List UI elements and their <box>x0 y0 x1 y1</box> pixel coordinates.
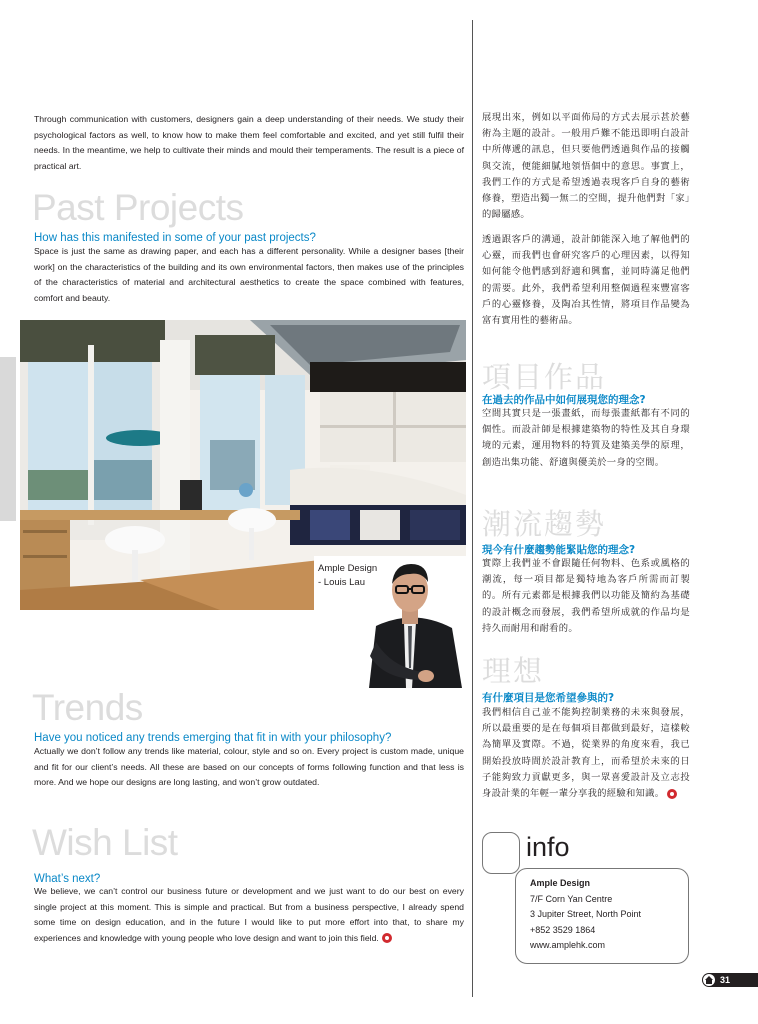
cn-trends-question: 現今有什麼趨勢能緊貼您的理念? <box>482 544 636 556</box>
end-mark-icon <box>382 933 392 943</box>
cn-projects-question: 在過去的作品中如何展現您的理念? <box>482 394 646 406</box>
past-projects-heading: Past Projects <box>32 187 244 228</box>
cn-ideals-text: 我們相信自己並不能夠控制業務的未來與發展，所以最重要的是在每個項目都做到最好，這樣較為簡單及實際。不過，從業界的角度來看，我已開始投放時間於設計教育上，而希望於未來的日子能夠致力貢獻更多，與一眾喜愛設計及立志投身設計業的年輕一輩分享我的經驗和知識。 <box>482 707 690 800</box>
cn-ideals-question: 有什麼項目是您希望參與的? <box>482 692 615 704</box>
info-tab-icon <box>482 832 520 874</box>
margin-tab <box>0 357 16 521</box>
end-mark-icon <box>667 789 677 799</box>
cn-paragraph-1: 展現出來，例如以平面佈局的方式去展示甚於藝術為主題的設計。一般用戶難不能迅即明白設計中所傳遞的訊息，但只要他們透過與作品的接觸與交流，便能細膩地領悟個中的意思。事實上，我們工作的方式是希望透過表現客戶自身的藝術修養，塑造出獨一無二的空間，提升他們對「家」的歸屬感。 <box>482 112 690 221</box>
trends-question: Have you noticed any trends emerging that fit in with your philosophy? <box>34 732 392 744</box>
cn-trends-heading: 潮流趨勢 <box>482 507 607 541</box>
website-link[interactable]: www.amplehk.com <box>530 940 606 951</box>
company-name: Ample Design <box>530 878 591 888</box>
trends-heading: Trends <box>32 687 143 728</box>
cn-projects-heading: 項目作品 <box>482 360 607 394</box>
phone-number: +852 3529 1864 <box>530 924 596 935</box>
past-projects-body: Space is just the same as drawing paper, and each has a different personality. While a designer bases [their work] on the characteristics of the building and its own environmental factors, then makes use of the principles of the characteristics of material and architectural aesthetics to create the space combined with features, comfort and beauty. <box>34 246 464 303</box>
caption-company: Ample Design <box>318 563 378 574</box>
address-line-1: 7/F Corn Yan Centre <box>530 893 613 904</box>
info-label: info <box>526 832 570 862</box>
column-divider <box>472 20 473 997</box>
intro-paragraph: Through communication with customers, designers gain a deep understanding of their needs. We study their psychological factors as well, to know how to make them feel comfortable and excited, and yet still fulfil their needs. In the meantime, we help to cultivate their minds and mould their temperaments. The result is a piece of practical art. <box>34 114 464 171</box>
cn-paragraph-2: 透過跟客戶的溝通，設計師能深入地了解他們的心靈，而我們也會研究客戶的心理因素，以得知如何能令他們感到舒適和興奮，並同時滿足他們的需要。此外，我們希望利用整個過程來豐富客戶的心靈修養，及陶冶其性情，將項目作品變為富有實用性的藝術品。 <box>482 234 690 327</box>
wish-list-body <box>34 884 464 946</box>
home-icon[interactable] <box>703 974 715 986</box>
past-projects-question: How has this manifested in some of your past projects? <box>34 232 316 244</box>
trends-body: Actually we don’t follow any trends like material, colour, style and so on. Every project is custom made, unique and fit for our client’s needs. All these are based on our concepts of forms following function and that less is more. And we hope our designs are long lasting, and won’t grow outdated. <box>34 746 464 787</box>
wish-list-question: What’s next? <box>34 873 101 885</box>
cn-projects-body: 空間其實只是一張畫紙，而每張畫紙都有不同的個性。而設計師是根據建築物的特性及其自身環境的元素，運用物料的特質及建築美學的原理，創造出集功能、舒適與優美於一身的空間。 <box>482 408 690 468</box>
wish-list-heading: Wish List <box>32 822 178 863</box>
page-number: 31 <box>720 975 731 985</box>
photo-caption <box>318 562 377 590</box>
cn-trends-body: 實際上我們並不會跟隨任何物料、色系或風格的潮流，每一項目都是獨特地為客戶所需而訂製的。所有元素都是根據我們以功能及簡約為基礎的設計概念而發展，我們希望所成就的作品均是持久而耐用和耐看的。 <box>482 558 690 634</box>
address-line-2: 3 Jupiter Street, North Point <box>530 909 642 920</box>
cn-ideals-heading: 理想 <box>482 654 545 688</box>
wish-list-text: We believe, we can’t control our business future or development and we just want to do our best on every single project at this moment. This is simple and practical. But from a business perspective, I already spend some time on design education, and in the future I would like to put more effort into that, to share my experiences and knowledge with young people who love design and want to join this field. <box>34 886 464 943</box>
caption-person: - Louis Lau <box>318 577 366 588</box>
contact-details <box>530 876 641 954</box>
cn-ideals-body <box>482 705 690 802</box>
